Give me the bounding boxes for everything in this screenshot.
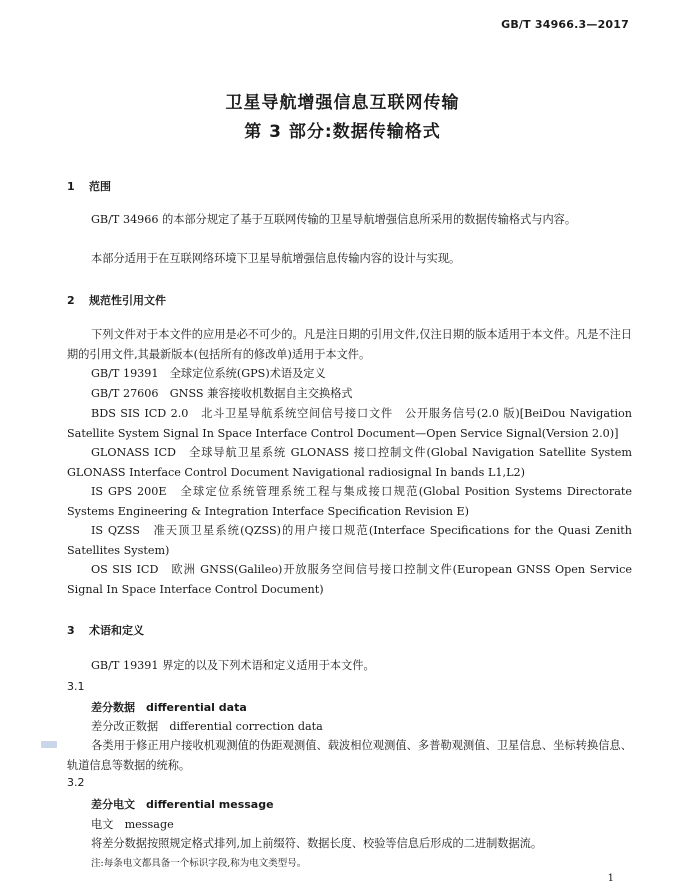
section-title: 规范性引用文件 [89,294,166,307]
term-3-1-definition [67,736,632,775]
reference-text: GLONASS ICD 全球导航卫星系统 GLONASS 接口控制文件(Global Navigation Satellite System GLONASS Interface Control Document Navigational radiosignal In bands L1,L2) [67,446,632,479]
reference-item [67,384,632,404]
section-3-intro [67,656,632,676]
reference-text: IS QZSS 准天顶卫星系统(QZSS)的用户接口规范(Interface Specifications for the Quasi Zenith Satellites System) [67,524,632,557]
paragraph-text: GB/T 34966 的本部分规定了基于互联网传输的卫星导航增强信息所采用的数据传输格式与内容。 [91,213,577,226]
term-3-1-alt: 差分改正数据 differential correction data [91,720,323,733]
clause-number-3-2: 3.2 [67,776,85,789]
reference-item [67,404,632,443]
term-3-2-note: 注:每条电文都具备一个标识字段,称为电文类型号。 [91,858,307,869]
section-2-heading [67,292,166,308]
page-number: 1 [607,873,614,884]
paragraph-text: 下列文件对于本文件的应用是必不可少的。凡是注日期的引用文件,仅注日期的版本适用于本文件。凡是不注日期的引用文件,其最新版本(包括所有的修改单)适用于本文件。 [67,328,632,361]
doc-title-line1: 卫星导航增强信息互联网传输 [225,93,460,113]
reference-item [67,521,632,560]
term-3-2-alt: 电文 message [91,818,174,831]
section-title: 范围 [89,180,111,193]
section-number: 2 [67,294,75,307]
clause-number-3-1: 3.1 [67,680,85,693]
definition-text: 各类用于修正用户接收机观测值的伪距观测值、载波相位观测值、多普勒观测值、卫星信息、坐标转换信息、轨道信息等数据的统称。 [67,739,632,772]
term-3-2-definition: 将差分数据按照规定格式排列,加上前缀符、数据长度、校验等信息后形成的二进制数据流。 [91,837,543,850]
section-2-intro [67,325,632,364]
paragraph-text: 本部分适用于在互联网络环境下卫星导航增强信息传输内容的设计与实现。 [91,252,461,265]
reference-text: GB/T 19391 全球定位系统(GPS)术语及定义 [91,367,326,380]
reference-item [67,443,632,482]
reference-text: OS SIS ICD 欧洲 GNSS(Galileo)开放服务空间信号接口控制文件(European GNSS Open Service Signal In Space Interface Control Document) [67,563,632,596]
standard-code: GB/T 34966.3—2017 [501,18,629,31]
margin-marker [41,741,57,748]
section-title: 术语和定义 [89,624,144,637]
section-1-para-2 [67,249,632,269]
reference-item [67,364,632,384]
term-3-1: 差分数据 differential data [91,701,247,714]
reference-text: IS GPS 200E 全球定位系统管理系统工程与集成接口规范(Global Position Systems Directorate Systems Engineering & Integration Interface Specification Revision E) [67,485,632,518]
section-1-para-1 [67,210,632,230]
section-number: 3 [67,624,75,637]
reference-item [67,482,632,521]
section-3-heading [67,622,144,638]
section-number: 1 [67,180,75,193]
reference-text: BDS SIS ICD 2.0 北斗卫星导航系统空间信号接口文件 公开服务信号(2.0 版)[BeiDou Navigation Satellite System Signal In Space Interface Control Document—Open Service Signal(Version 2.0)] [67,407,632,440]
section-1-heading [67,178,111,194]
paragraph-text: GB/T 19391 界定的以及下列术语和定义适用于本文件。 [91,659,375,672]
reference-item [67,560,632,599]
reference-text: GB/T 27606 GNSS 兼容接收机数据自主交换格式 [91,387,353,400]
doc-title-line2: 第 3 部分:数据传输格式 [244,122,441,142]
term-3-2: 差分电文 differential message [91,798,274,811]
